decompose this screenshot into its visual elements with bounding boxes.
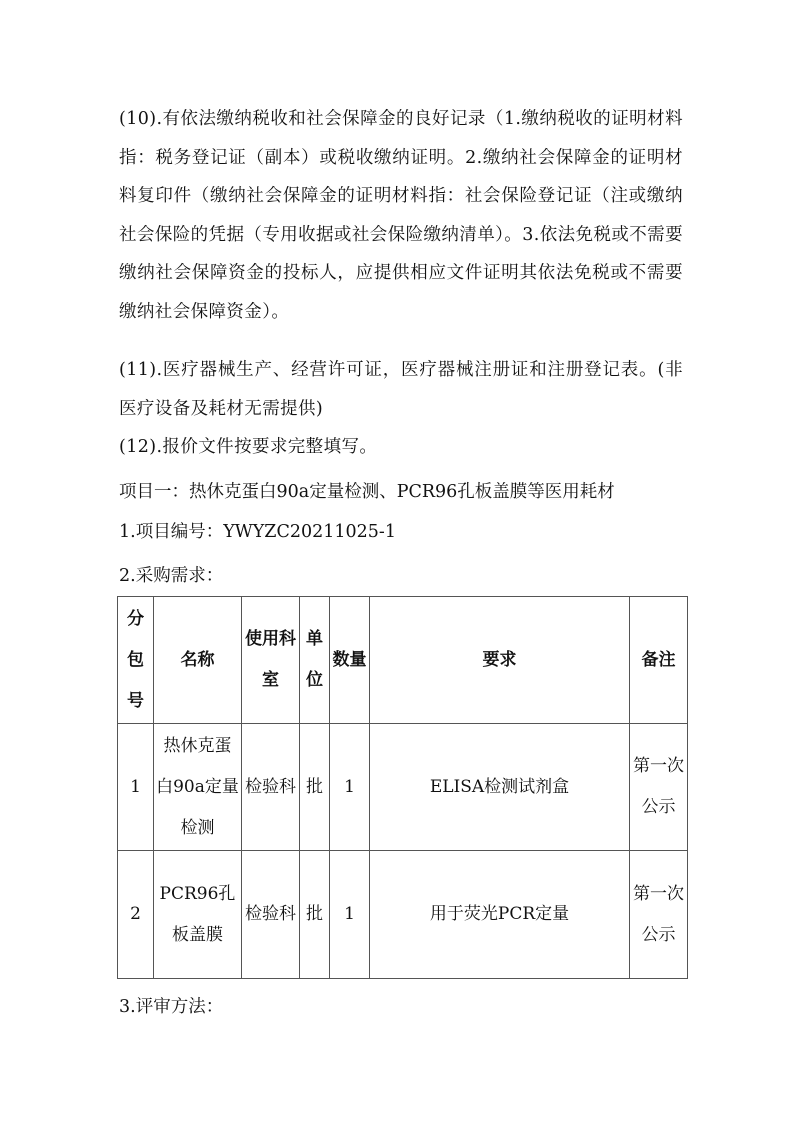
paragraph-item-11: (11).医疗器械生产、经营许可证，医疗器械注册证和注册登记表。(非医疗设备及耗材无需提供) [119, 360, 683, 419]
cell-quantity: 1 [330, 851, 370, 979]
header-requirement: 要求 [370, 597, 630, 724]
requirement-heading: 2.采购需求： [119, 566, 224, 586]
cell-package: 1 [118, 724, 154, 851]
table-header-row [118, 597, 688, 724]
cell-name: 热休克蛋白90a定量检测 [154, 724, 242, 851]
header-remark: 备注 [630, 597, 688, 724]
cell-remark: 第一次公示 [630, 851, 688, 979]
cell-name: PCR96孔板盖膜 [154, 851, 242, 979]
review-method-heading: 3.评审方法： [119, 997, 224, 1017]
procurement-table [117, 596, 688, 979]
table-row [118, 724, 688, 851]
project-number: 1.项目编号：YWYZC20211025-1 [119, 522, 396, 542]
header-name: 名称 [154, 597, 242, 724]
header-unit: 单位 [300, 597, 330, 724]
project-title: 项目一：热休克蛋白90a定量检测、PCR96孔板盖膜等医用耗材 [119, 482, 615, 502]
table-row [118, 851, 688, 979]
cell-package: 2 [118, 851, 154, 979]
paragraph-item-10: (10).有依法缴纳税收和社会保障金的良好记录（1.缴纳税收的证明材料指：税务登记证（副本）或税收缴纳证明。2.缴纳社会保障金的证明材料复印件（缴纳社会保障金的证明材料指：社会保险登记证（注或缴纳社会保险的凭据（专用收据或社会保险缴纳清单）。3.依法免税或不需要缴纳社会保障资金的投标人，应提供相应文件证明其依法免税或不需要缴纳社会保障资金）。 [119, 109, 683, 322]
header-package: 分包号 [118, 597, 154, 724]
cell-quantity: 1 [330, 724, 370, 851]
cell-unit: 批 [300, 851, 330, 979]
header-department: 使用科室 [242, 597, 300, 724]
cell-unit: 批 [300, 724, 330, 851]
paragraph-item-12: (12).报价文件按要求完整填写。 [119, 437, 378, 457]
cell-department: 检验科 [242, 851, 300, 979]
cell-department: 检验科 [242, 724, 300, 851]
header-quantity: 数量 [330, 597, 370, 724]
cell-requirement: ELISA检测试剂盒 [370, 724, 630, 851]
cell-remark: 第一次公示 [630, 724, 688, 851]
cell-requirement: 用于荧光PCR定量 [370, 851, 630, 979]
